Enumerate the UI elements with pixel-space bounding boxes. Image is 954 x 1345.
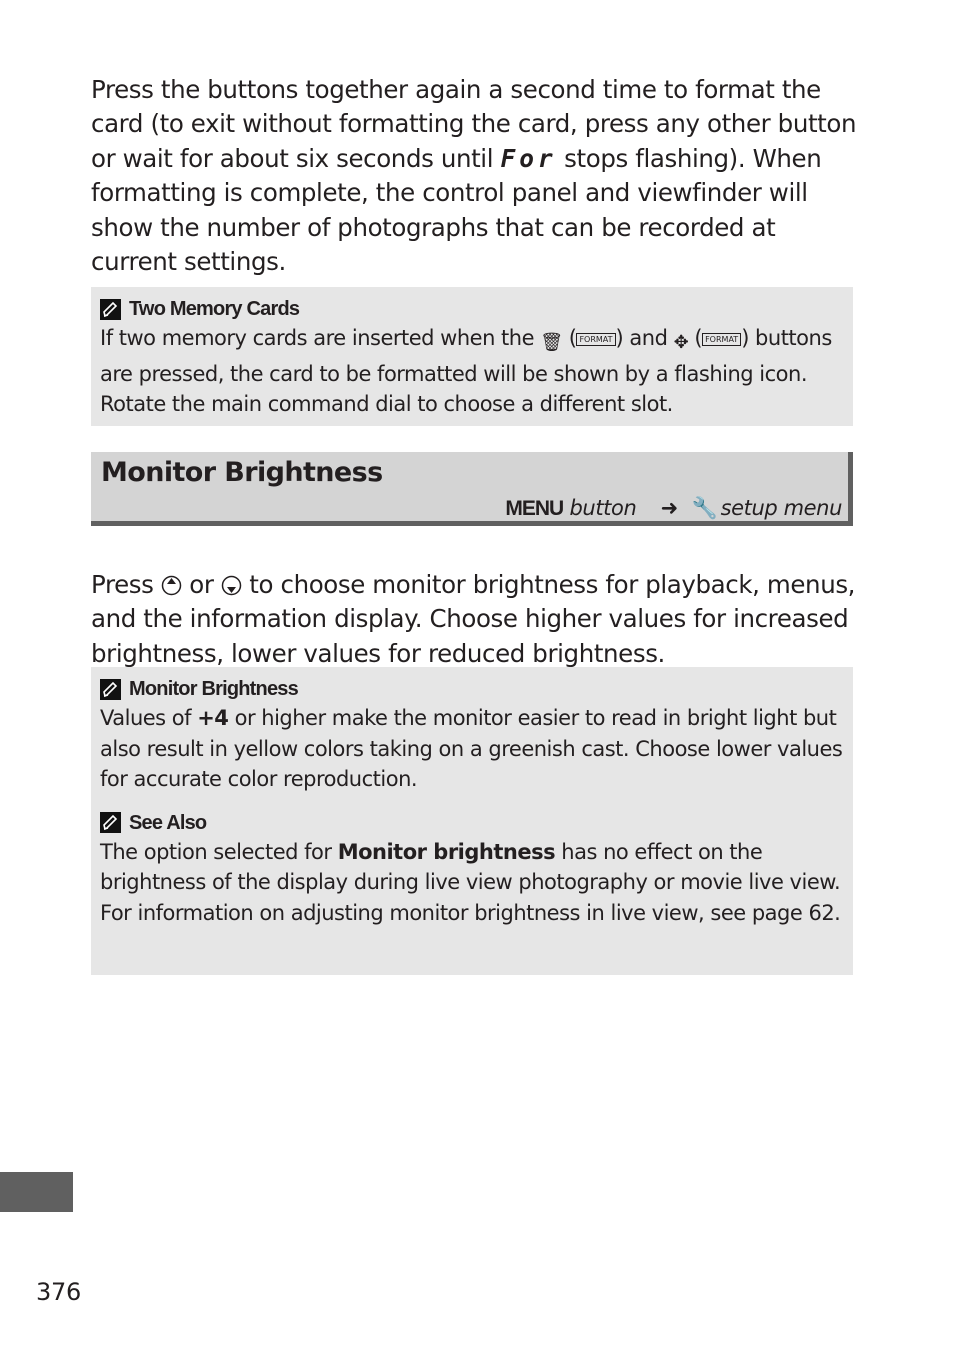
format-icon: FORMAT <box>576 333 615 346</box>
qual-icon: ✥ <box>673 332 689 353</box>
pencil-note-icon <box>100 679 121 700</box>
right-arrow-icon: ➜ <box>660 496 678 520</box>
note-monitor-brightness <box>91 667 853 975</box>
format-icon: FORMAT <box>702 333 741 346</box>
page-number: 376 <box>36 1278 81 1306</box>
pencil-note-icon <box>100 812 121 833</box>
multi-selector-down-icon <box>221 571 242 592</box>
section-header-monitor-brightness <box>91 452 853 526</box>
intro-text-2: stops flashing). When formatting is complete, the control panel and viewfinder will show the number of photographs that can be recorded at current settings. <box>91 143 822 276</box>
note-title: Two Memory Cards <box>100 295 843 323</box>
menu-path: MENU button ➜ 🔧 setup menu <box>505 496 842 520</box>
trash-icon: 🗑 <box>540 332 563 353</box>
menu-button-label: MENU <box>505 497 564 520</box>
section-title: Monitor Brightness <box>101 457 383 488</box>
wrench-icon: 🔧 <box>691 496 718 520</box>
pencil-note-icon <box>100 299 121 320</box>
brightness-paragraph: Press or to choose monitor brightness for playback, menus, and the information display. Choose higher values for increased brightness, lower values for reduced brightness. <box>91 569 856 668</box>
note-title-see-also: See Also <box>100 809 843 837</box>
multi-selector-up-icon <box>161 571 182 592</box>
note-body-see-also: The option selected for Monitor brightness has no effect on the brightness of the display during live view photography or movie live view. For information on adjusting monitor brightness in live view, see page 62. <box>100 839 841 925</box>
intro-paragraph <box>91 73 861 280</box>
note-two-memory-cards <box>91 287 853 426</box>
note-body: Values of +4 or higher make the monitor easier to read in bright light but also result in yellow colors taking on a greenish cast. Choose lower values for accurate color reproduction. <box>100 706 843 791</box>
format-lcd-glyph: For <box>500 143 557 173</box>
chapter-tab <box>0 1172 73 1212</box>
note-body: If two memory cards are inserted when the 🗑 ( FORMAT ) and ✥ ( FORMAT ) buttons are pressed, the card to be formatted will be shown by a flashing icon. Rotate the main command dial to choose a different slot. <box>100 326 832 416</box>
intro-text-1: Press the buttons together again a second time to format the card (to exit without formatting the card, press any other button or wait for about six seconds until <box>91 74 857 173</box>
note-title: Monitor Brightness <box>100 675 843 703</box>
